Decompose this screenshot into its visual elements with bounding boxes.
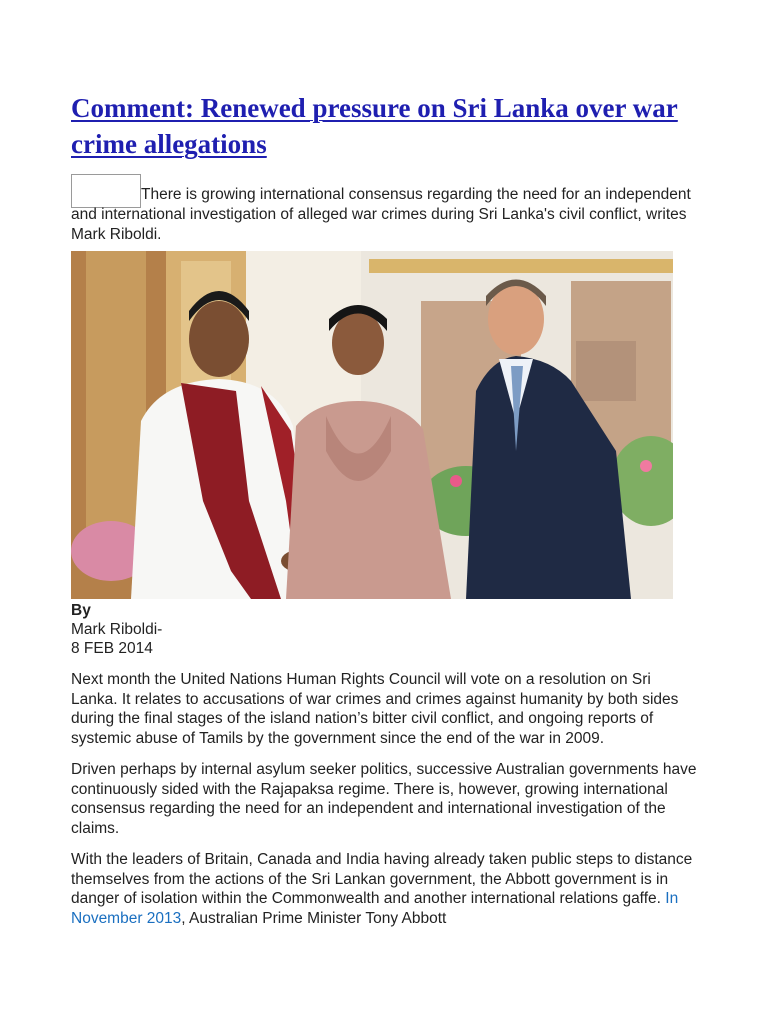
- intro-text: There is growing international consensus regarding the need for an independent and international investigation of alleged war crimes during Sri Lanka's civil conflict, writes Mark Riboldi.: [71, 186, 691, 243]
- byline: [71, 601, 701, 658]
- article-photo-illustration: [71, 251, 673, 599]
- article-title[interactable]: [71, 90, 701, 162]
- article: [71, 90, 701, 928]
- article-intro: [71, 174, 701, 245]
- paragraph: [71, 850, 701, 928]
- paragraph: Driven perhaps by internal asylum seeker politics, successive Australian governments have continuously sided with the Rajapaksa regime. There is, however, growing international consensus regarding the need for an independent and international investigation of the claims.: [71, 761, 697, 837]
- paragraph-text: , Australian Prime Minister Tony Abbott: [181, 909, 447, 927]
- article-title-link[interactable]: Comment: Renewed pressure on Sri Lanka over war crime allegations: [71, 93, 678, 159]
- byline-label: By: [71, 602, 91, 619]
- publish-date: 8 FEB 2014: [71, 640, 153, 657]
- image-placeholder: [71, 174, 141, 208]
- november-2013-link[interactable]: In November 2013: [71, 890, 679, 927]
- paragraph-text: With the leaders of Britain, Canada and India having already taken public steps to distance themselves from the actions of the Sri Lankan government, the Abbott government is in danger of isolation within the Commonwealth and another international relations gaffe.: [71, 851, 693, 907]
- paragraph: Next month the United Nations Human Rights Council will vote on a resolution on Sri Lanka. It relates to accusations of war crimes and crimes against humanity by both sides during the final stages of the island nation’s bitter civil conflict, and ongoing reports of systemic abuse of Tamils by the government since the end of the war in 2009.: [71, 671, 679, 747]
- author-name: Mark Riboldi-: [71, 621, 163, 638]
- article-body: [71, 670, 701, 928]
- article-photo: [71, 251, 673, 599]
